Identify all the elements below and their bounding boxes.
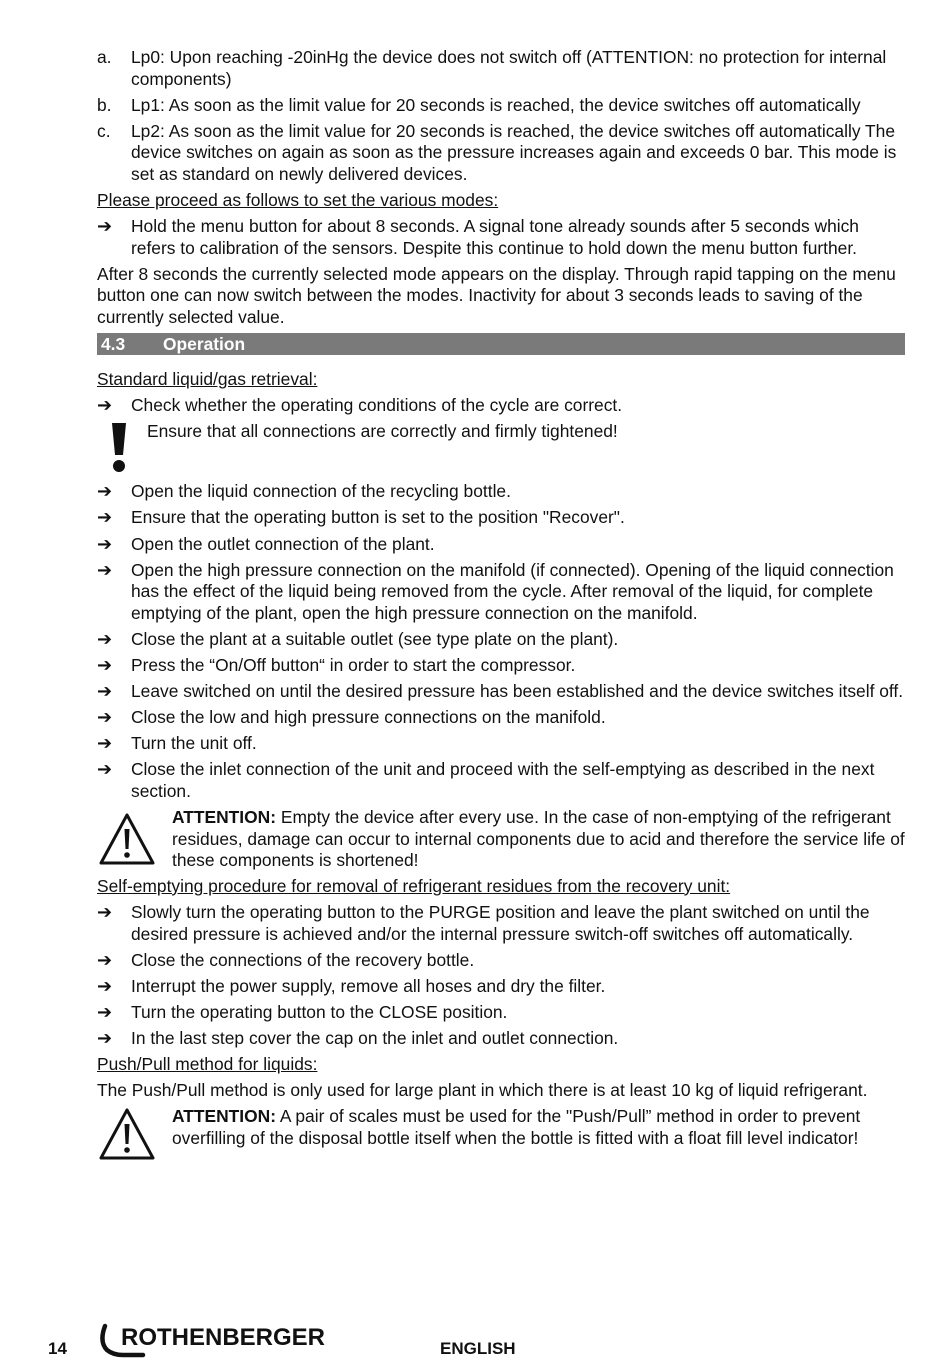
warning-text [172,807,905,872]
warning-label: ATTENTION: [172,807,277,828]
step-item [97,216,905,259]
step-text: Open the liquid connection of the recycling bottle. [131,481,511,502]
note-text: Ensure that all connections are correctly and firmly tightened! [147,421,618,442]
step-text: Turn the unit off. [131,733,257,754]
step-item [97,395,905,417]
push-pull-paragraph: The Push/Pull method is only used for large plant in which there is at least 10 kg of liquid refrigerant. [97,1080,868,1101]
step-item [97,560,905,625]
step-item [97,707,905,729]
section-title: Operation [163,334,246,355]
arrow-right-icon: ➔ [97,481,113,502]
step-item [97,1028,905,1050]
section-header [97,333,905,355]
step-item [97,976,905,998]
self-emptying-heading: Self-emptying procedure for removal of refrigerant residues from the recovery unit: [97,875,731,896]
step-text: Check whether the operating conditions of the cycle are correct. [131,395,623,416]
list-item [97,121,905,186]
arrow-right-icon: ➔ [97,628,113,649]
arrow-right-icon: ➔ [97,901,113,922]
warning-block [97,1106,905,1162]
step-item [97,950,905,972]
modes-paragraph: After 8 seconds the currently selected mode appears on the display. Through rapid tapping on the menu button one can now switch between the modes. Inactivity for about 3 seconds leads to saving of the currently selected value. [97,263,896,328]
warning-label: ATTENTION: [172,1106,277,1127]
item-text: Lp0: Upon reaching -20inHg the device does not switch off (ATTENTION: no protection for internal components) [131,47,887,89]
step-item [97,1002,905,1024]
brand-name: ROTHENBERGER [121,1324,326,1351]
arrow-right-icon: ➔ [97,975,113,996]
item-marker: b. [97,94,112,115]
step-text: Close the connections of the recovery bottle. [131,949,475,970]
step-text: Open the high pressure connection on the manifold (if connected). Opening of the liquid connection has the effect of the liquid being removed from the cycle. After removal of the liquid, for complete emptying of the plant, open the high pressure connection on the manifold. [131,559,894,623]
step-text: Close the low and high pressure connections on the manifold. [131,707,606,728]
self-emptying-steps-list [97,902,905,1050]
standard-steps-list [97,481,905,802]
arrow-right-icon: ➔ [97,681,113,702]
step-text: Leave switched on until the desired pressure has been established and the device switches itself off. [131,681,904,702]
step-item [97,681,905,703]
step-item [97,655,905,677]
arrow-right-icon: ➔ [97,216,113,237]
warning-body: A pair of scales must be used for the "Push/Pull” method in order to prevent overfilling of the disposal bottle itself when the bottle is fitted with a float fill level indicator! [172,1106,861,1148]
step-text: Ensure that the operating button is set to the position "Recover". [131,507,625,528]
list-item [97,95,905,117]
step-item [97,733,905,755]
step-item [97,629,905,651]
step-item [97,507,905,529]
brand-logo [97,1322,347,1363]
step-text: Close the plant at a suitable outlet (see type plate on the plant). [131,628,619,649]
note-block [97,421,905,473]
item-text: Lp1: As soon as the limit value for 20 seconds is reached, the device switches off automatically [131,94,861,115]
warning-text [172,1106,905,1162]
step-text: Hold the menu button for about 8 seconds. A signal tone already sounds after 5 seconds which refers to calibration of the sensors. Despite this continue to hold down the menu button further. [131,216,859,258]
arrow-right-icon: ➔ [97,533,113,554]
arrow-right-icon: ➔ [97,733,113,754]
list-item [97,47,905,90]
item-marker: c. [97,120,111,141]
push-pull-heading: Push/Pull method for liquids: [97,1053,318,1074]
step-text: In the last step cover the cap on the inlet and outlet connection. [131,1027,619,1048]
step-text: Slowly turn the operating button to the PURGE position and leave the plant switched on until the desired pressure is achieved and/or the internal pressure switch-off switches off automatically. [131,901,870,944]
arrow-right-icon: ➔ [97,1001,113,1022]
lettered-list [97,47,905,186]
item-text: Lp2: As soon as the limit value for 20 seconds is reached, the device switches off automatically The device switches on again as soon as the pressure increases again and exceeds 0 bar. This mode is set as standard on newly delivered devices. [131,120,897,184]
language-label: ENGLISH [440,1339,516,1358]
step-text: Turn the operating button to the CLOSE position. [131,1001,508,1022]
standard-heading: Standard liquid/gas retrieval: [97,369,318,390]
step-text: Close the inlet connection of the unit and proceed with the self-emptying as described in the next section. [131,759,875,801]
warning-triangle-icon [97,1106,172,1162]
step-item [97,534,905,556]
page-number: 14 [48,1339,67,1358]
arrow-right-icon: ➔ [97,507,113,528]
arrow-right-icon: ➔ [97,949,113,970]
item-marker: a. [97,47,112,67]
arrow-right-icon: ➔ [97,395,113,416]
warning-block [97,807,905,872]
arrow-right-icon: ➔ [97,707,113,728]
arrow-right-icon: ➔ [97,1027,113,1048]
exclamation-icon [97,421,147,473]
step-text: Interrupt the power supply, remove all hoses and dry the filter. [131,975,606,996]
step-text: Open the outlet connection of the plant. [131,533,435,554]
arrow-right-icon: ➔ [97,759,113,780]
arrow-right-icon: ➔ [97,559,113,580]
step-item [97,759,905,802]
arrow-right-icon: ➔ [97,654,113,675]
page-content [97,47,905,1166]
modes-heading: Please proceed as follows to set the various modes: [97,190,499,211]
warning-triangle-icon [97,807,172,872]
section-number: 4.3 [101,334,126,355]
step-text: Press the “On/Off button“ in order to start the compressor. [131,654,576,675]
step-item [97,902,905,945]
step-item [97,481,905,503]
warning-body: Empty the device after every use. In the case of non-emptying of the refrigerant residues, damage can occur to internal components due to acid and therefore the service life of these components is shortened! [172,807,905,871]
